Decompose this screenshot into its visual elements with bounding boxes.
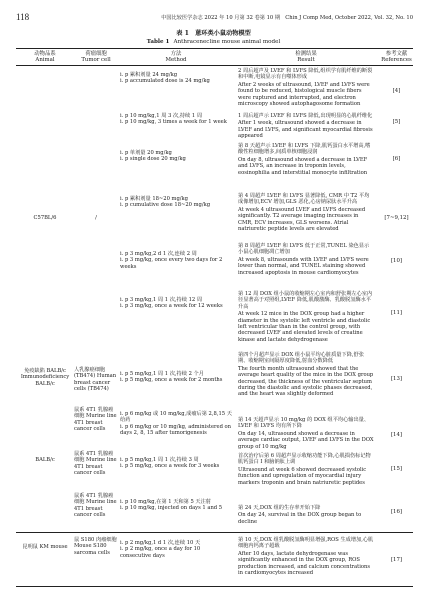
row-8-ref: [14] — [390, 432, 403, 438]
row-8-method: i. p 6 mg/kg 或 10 mg/kg,成瘤后第 2,8,15 天给药 i. p 6 mg/kg or 10 mg/kg, administered on days 2, 8, 15 after tumorigenesis — [120, 411, 232, 437]
journal-running-head: 中国比较医学杂志 2022 年 10 月第 32 卷第 10 期 Chin J Comp Med, October 2022, Vol. 32, No. 10 — [161, 15, 413, 21]
row-8-result: 第 14 天超声显示 10 mg/kg 的 DOX 组平均心输出量、LVEF 和 LVFS 均有所下降 On day 14, ultrasound showed a decrease in average cardiac output, LVEF and LVFS in the DOX group of 10 mg/kg — [238, 417, 374, 450]
row-11-method: i. p 2 mg/kg,1 d 1 次,连续 10 天 i. p 2 mg/kg, once a day for 10 consecutive days — [120, 540, 201, 559]
header-tumor-cell: 荷瘤细胞 Tumor cell — [81, 51, 111, 64]
row-5-result: 第 8 周超声 LVEF 和 LVFS 低于正常,TUNEL 染色显示小鼠心肌细胞凋亡增加 At week 8, ultrasounds with LVEF and LVFS were lower than normal, and TUNEL staining showed increased apoptosis in mouse cardiomyocytes — [238, 243, 370, 276]
group-animal-km-mouse: 昆明鼠 KM mouse — [22, 544, 68, 550]
row-9-ref: [15] — [390, 466, 403, 472]
row-7-ref: [13] — [390, 376, 403, 382]
group-animal-c57bl6: C57BL/6 — [33, 215, 57, 221]
row-11-ref: [17] — [390, 557, 403, 563]
table-bottom-rule — [16, 586, 413, 587]
table-label-cn: 表 1 — [176, 30, 189, 37]
group-tumor-4t1-b: 鼠系 4T1 乳腺癌细胞 Murine line 4T1 breast cancer cells — [74, 451, 117, 477]
group-tumor-4t1-a: 鼠系 4T1 乳腺癌细胞 Murine line 4T1 breast cancer cells — [74, 407, 117, 433]
group-tumor-4t1-c: 鼠系 4T1 乳腺癌细胞 Murine line 4T1 breast cancer cells — [74, 493, 117, 519]
row-10-method: i. p 10 mg/kg,在第 1 天和第 5 天注射 i. p 10 mg/kg, injected on days 1 and 5 — [120, 499, 223, 512]
table-header-rule — [16, 65, 413, 66]
page-header — [16, 12, 413, 26]
row-6-ref: [11] — [390, 310, 403, 316]
row-3-method: i. p 单剂量 20 mg/kg i. p single dose 20 mg/kg — [120, 150, 186, 163]
row-4-method: i. p 累积剂量 18~20 mg/kg i. p cumulative dose 18~20 mg/kg — [120, 196, 211, 209]
row-2-result: 1 周后超声示 LVEF 和 LVFS 降低,出现明显的心肌纤维化 After 1 week, ultrasound showed a decrease in LVEF and LVFS, and significant myocardial fibrosis appeared — [238, 113, 373, 140]
table-label-en: Table 1 — [146, 39, 170, 45]
row-11-result: 第 10 天,DOX 组乳酸脱氢酶明显增强,ROS 生成增加,心肌细胞内钙离子超载 After 10 days, lactate dehydrogenase was significantly enhanced in the DOX group, ROS production increased, and calcium concentrations in cardiomyocytes increased — [238, 537, 374, 577]
row-5-method: i. p 3 mg/kg,2 d 1 次,连续 2 周 i. p 3 mg/kg, once every two days for 2 weeks — [120, 251, 223, 270]
row-4-ref: [7~9,12] — [384, 215, 409, 221]
header-animal: 动物品系 Animal — [34, 51, 56, 64]
row-2-ref: [5] — [392, 119, 401, 125]
row-9-method: i. p 5 mg/kg,1 周 1 次,持续 3 周 i. p 5 mg/kg, once a week for 3 weeks — [120, 457, 220, 470]
row-1-ref: [4] — [392, 88, 401, 94]
group-tumor-human-breast: 人乳腺癌细胞 (TB474) Human breast cancer cells (TB474) — [74, 367, 117, 393]
table-top-rule — [16, 48, 413, 49]
header-method: 方法 Method — [165, 51, 187, 64]
row-5-ref: [10] — [390, 258, 403, 264]
group-separator-rule — [16, 532, 413, 533]
page-number: 118 — [16, 12, 30, 22]
row-4-result: 第 4 周超声 LVEF 和 LVFS 显著降低, CMR 中 T2 平均成像增加,ECV 增加,GLS 恶化,心房钠尿肽水平升高 At week 4 ultrasound LVEF and LVFS decreased significantly. T2 average imaging increases in CMR, ECV increases, GLS worsens. Atrial natriuretic peptide levels are elevated — [238, 193, 370, 233]
row-2-method: i. p 10 mg/kg,1 周 3 次,持续 1 周 i. p 10 mg/kg, 3 times a week for 1 week — [120, 113, 227, 126]
row-1-method: i. p 累积剂量 24 mg/kg i. p accumulated dose is 24 mg/kg — [120, 72, 210, 85]
row-3-ref: [6] — [392, 156, 401, 162]
header-result: 检测结果 Result — [295, 51, 317, 64]
row-10-ref: [16] — [390, 509, 403, 515]
group-animal-immunodeficiency-balbc: 免疫缺陷 BALB/c Immunodeficiency BALB/c — [20, 368, 70, 387]
row-6-result: 第 12 周 DOX 组小鼠的收缩期左心室内和舒张期左心室内径显著高于对照组,LVEF 降低,肌酸激酶、乳酸脱氢酶水平升高 At week 12 mice in the DOX group had a higher diameter in the systolic left ventricle and diastolic left ventricular than in the control group, with decreased LVEF and elevated levels of creatine kinase and lactate dehydrogenase — [238, 291, 373, 343]
row-3-result: 第 8 天超声示 LVEF 和 LVFS 下降,肌钙蛋白水平增高,嗜酸性粒细胞增多,间质单核细胞浸润 On day 8, ultrasound showed a decrease in LVEF and LVFS, an increase in troponin levels, eosinophilia and interstitial monocyte infiltration — [238, 143, 371, 176]
row-10-result: 第 24 天,DOX 组的生存率开始下降 On day 24, survival in the DOX group began to decline — [238, 505, 362, 525]
row-9-result: 首次治疗后第 6 周超声显示收缩功能下降,心肌损伤标记物肌钙蛋白 I 和脑钠肽上调 Ultrasound at week 6 showed decreased systolic function and upregulation of myocardial injury markers troponin and brain natriuretic peptides — [238, 453, 371, 486]
row-7-method: i. p 5 mg/kg,1 周 1 次,持续 2 个月 i. p 5 mg/kg, once a week for 2 months — [120, 371, 223, 384]
table-caption — [0, 30, 427, 46]
row-6-method: i. p 3 mg/kg,1 周 1 次,持续 12 周 i. p 3 mg/kg, once a week for 12 weeks — [120, 297, 223, 310]
table-title-cn: 蒽环类小鼠动物模型 — [195, 30, 251, 37]
row-1-result: 2 周后超声及 LVEF 和 LVFS 降低,组织学有肌纤维的断裂和中断,电镜显示有自噬体形成 After 2 weeks of ultrasound, LVEF and LVFS were found to be reduced, histological muscle fibers were ruptured and interrupted, and electron microscopy showed autophagosome formation — [238, 68, 373, 108]
group-animal-balbc: BALB/c — [35, 457, 55, 463]
group-tumor-s180: 鼠 S180 肉瘤细胞 Mouse S180 sarcoma cells — [74, 537, 117, 556]
table-title-en: Anthracenecline mouse animal model — [173, 39, 281, 45]
row-7-result: 第四个月超声显示 DOX 组小鼠平均心脏质量下降,舒张期、收缩期室间隔厚度降低,射血分数降低 The fourth month ultrasound showed that the average heart quality of the mice in the DOX group decreased, the thickness of the ventricular septum during the diastolic and systolic phases decreased, and the heart was slightly deformed — [238, 352, 374, 398]
header-references: 参考文献 References — [381, 51, 412, 64]
group-tumor-none: / — [95, 215, 97, 221]
